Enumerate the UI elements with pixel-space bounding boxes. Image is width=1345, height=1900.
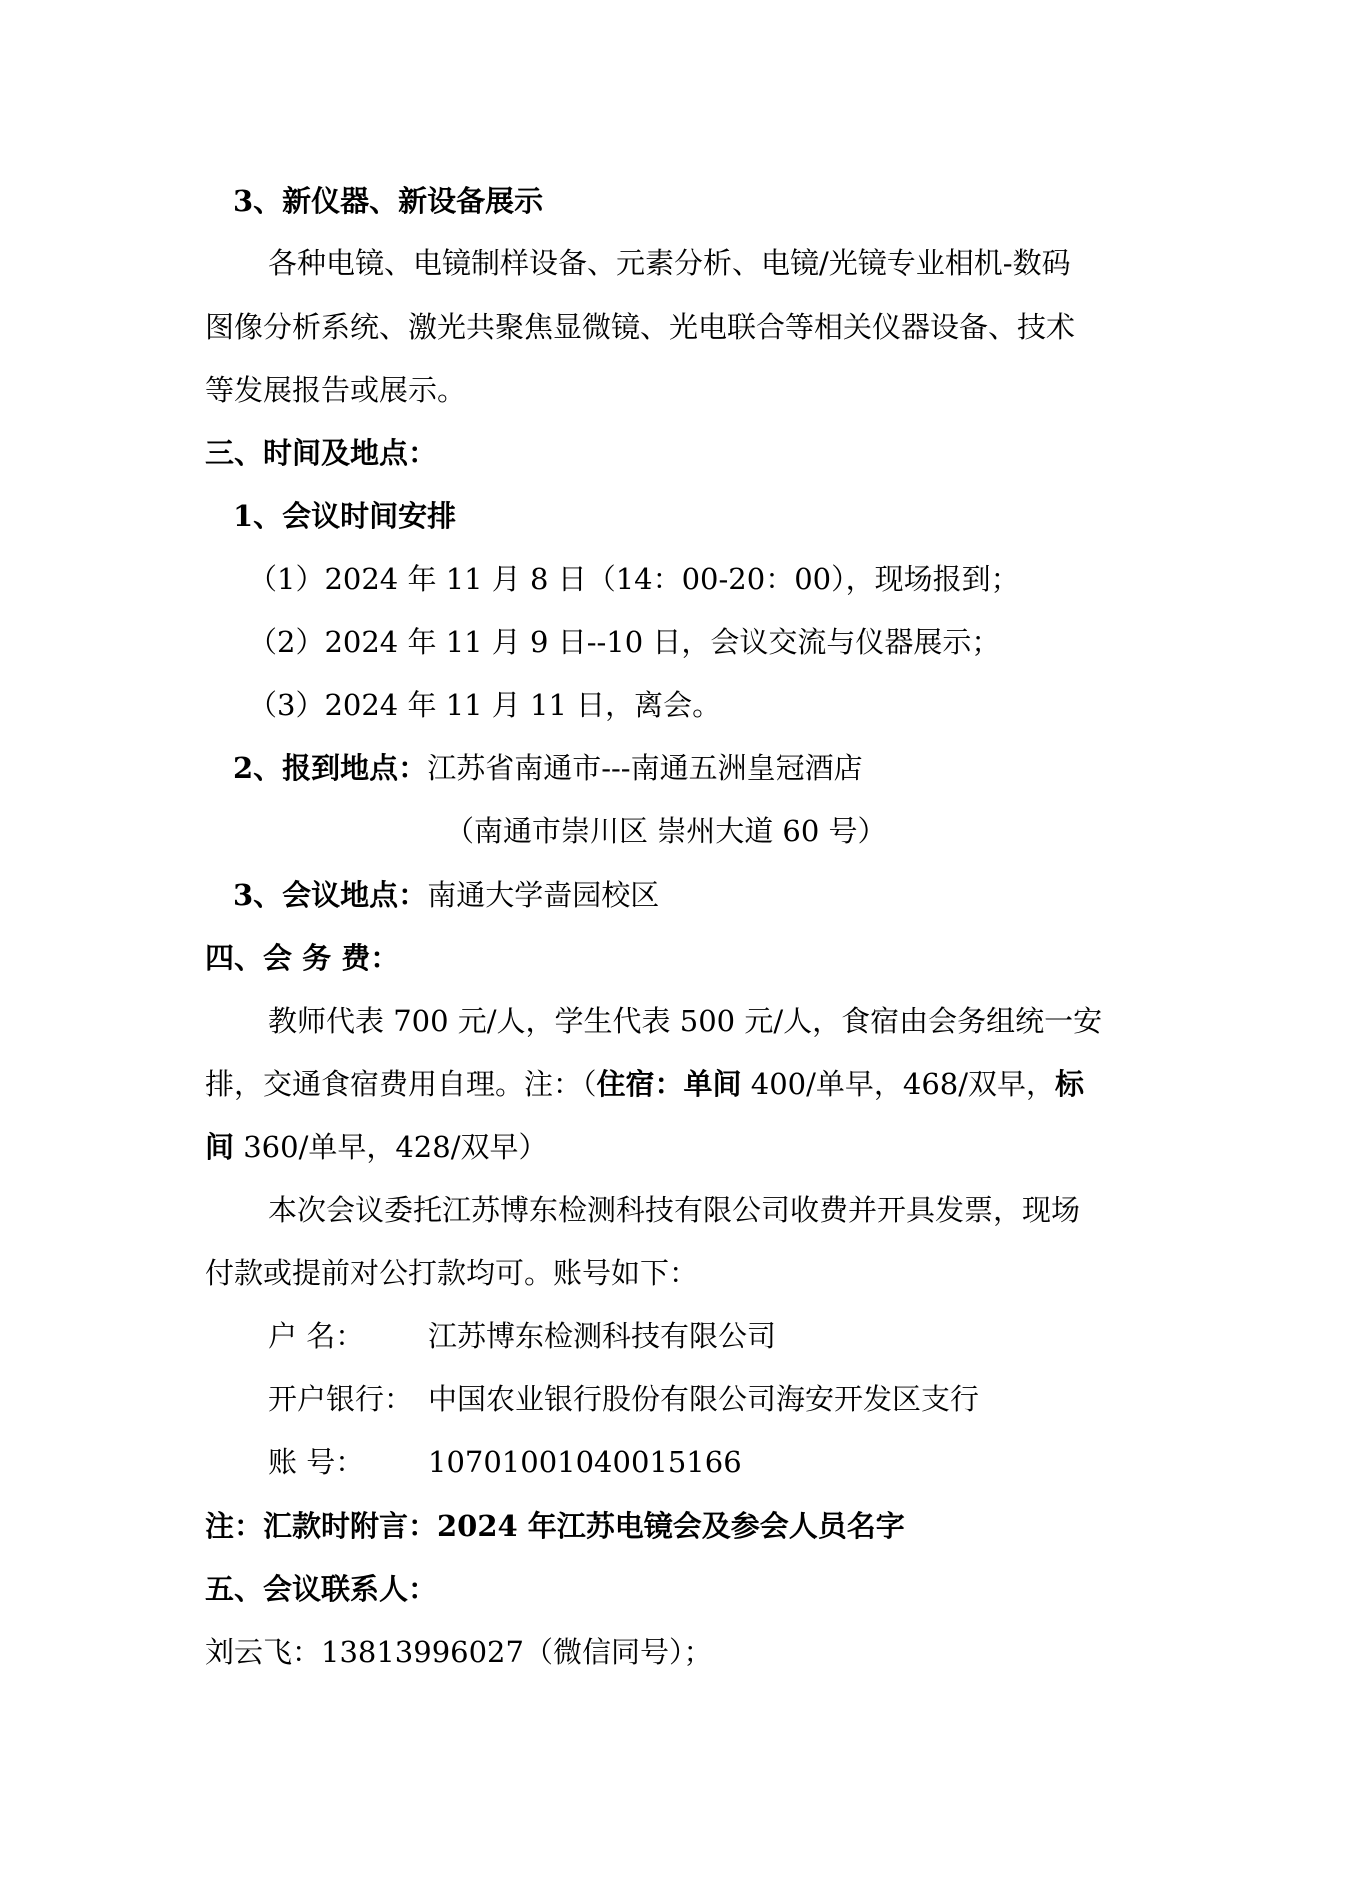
fee-text: 360/单早，428/双早） — [234, 1130, 548, 1164]
venue-location — [233, 876, 659, 914]
fee-text-bold: 标 — [1055, 1067, 1085, 1101]
payment-paragraph-line: 本次会议委托江苏博东检测科技有限公司收费并开具发票，现场 — [268, 1193, 1081, 1227]
venue-value: 南通大学啬园校区 — [427, 878, 660, 912]
schedule-item: （1）2024 年 11 月 8 日（14：00-20：00），现场报到； — [248, 562, 1020, 596]
fee-paragraph-line: 教师代表 700 元/人，学生代表 500 元/人，食宿由会务组统一安 — [268, 1004, 1103, 1038]
fee-text: 排，交通食宿费用自理。注：（ — [205, 1067, 597, 1101]
account-number-label: 账 号： — [268, 1445, 365, 1479]
paragraph-line: 各种电镜、电镜制样设备、元素分析、电镜/光镜专业相机-数码 — [268, 246, 1071, 280]
schedule-item: （3）2024 年 11 月 11 日，离会。 — [248, 688, 722, 722]
account-number-value: 10701001040015166 — [428, 1445, 742, 1479]
checkin-label: 2、报到地点： — [233, 751, 428, 785]
paragraph-line: 图像分析系统、激光共聚焦显微镜、光电联合等相关仪器设备、技术 — [205, 310, 1076, 344]
account-name-value: 江苏博东检测科技有限公司 — [428, 1319, 777, 1353]
account-name-row — [268, 1317, 776, 1355]
subsection-heading-schedule: 1、会议时间安排 — [233, 499, 457, 533]
account-name-label: 户 名： — [268, 1319, 365, 1353]
bank-value: 中国农业银行股份有限公司海安开发区支行 — [428, 1382, 980, 1416]
schedule-item: （2）2024 年 11 月 9 日--10 日，会议交流与仪器展示； — [248, 625, 1001, 659]
fee-text-bold: 间 — [205, 1130, 235, 1164]
checkin-value: 江苏省南通市---南通五洲皇冠酒店 — [427, 751, 863, 785]
section-heading-contact: 五、会议联系人： — [205, 1572, 438, 1606]
fee-text-bold: 住宿：单间 — [596, 1067, 742, 1101]
account-number-row — [268, 1443, 742, 1481]
payment-paragraph-line: 付款或提前对公打款均可。账号如下： — [205, 1256, 699, 1290]
bank-label: 开户银行： — [268, 1382, 414, 1416]
paragraph-line: 等发展报告或展示。 — [205, 373, 467, 407]
section-heading-fee: 四、会 务 费： — [205, 941, 400, 975]
fee-paragraph-line — [205, 1128, 547, 1166]
checkin-location — [233, 749, 863, 787]
fee-text: 400/单早，468/双早， — [741, 1067, 1055, 1101]
checkin-address: （南通市崇川区 崇州大道 60 号） — [445, 814, 887, 848]
bank-row — [268, 1380, 979, 1418]
section-heading-time-place: 三、时间及地点： — [205, 436, 438, 470]
subsection-heading-new-instruments: 3、新仪器、新设备展示 — [233, 184, 544, 218]
contact-person: 刘云飞：13813996027（微信同号）； — [205, 1635, 713, 1669]
remittance-note: 注：汇款时附言：2024 年江苏电镜会及参会人员名字 — [205, 1509, 905, 1543]
fee-paragraph-line — [205, 1065, 1084, 1103]
venue-label: 3、会议地点： — [233, 878, 428, 912]
